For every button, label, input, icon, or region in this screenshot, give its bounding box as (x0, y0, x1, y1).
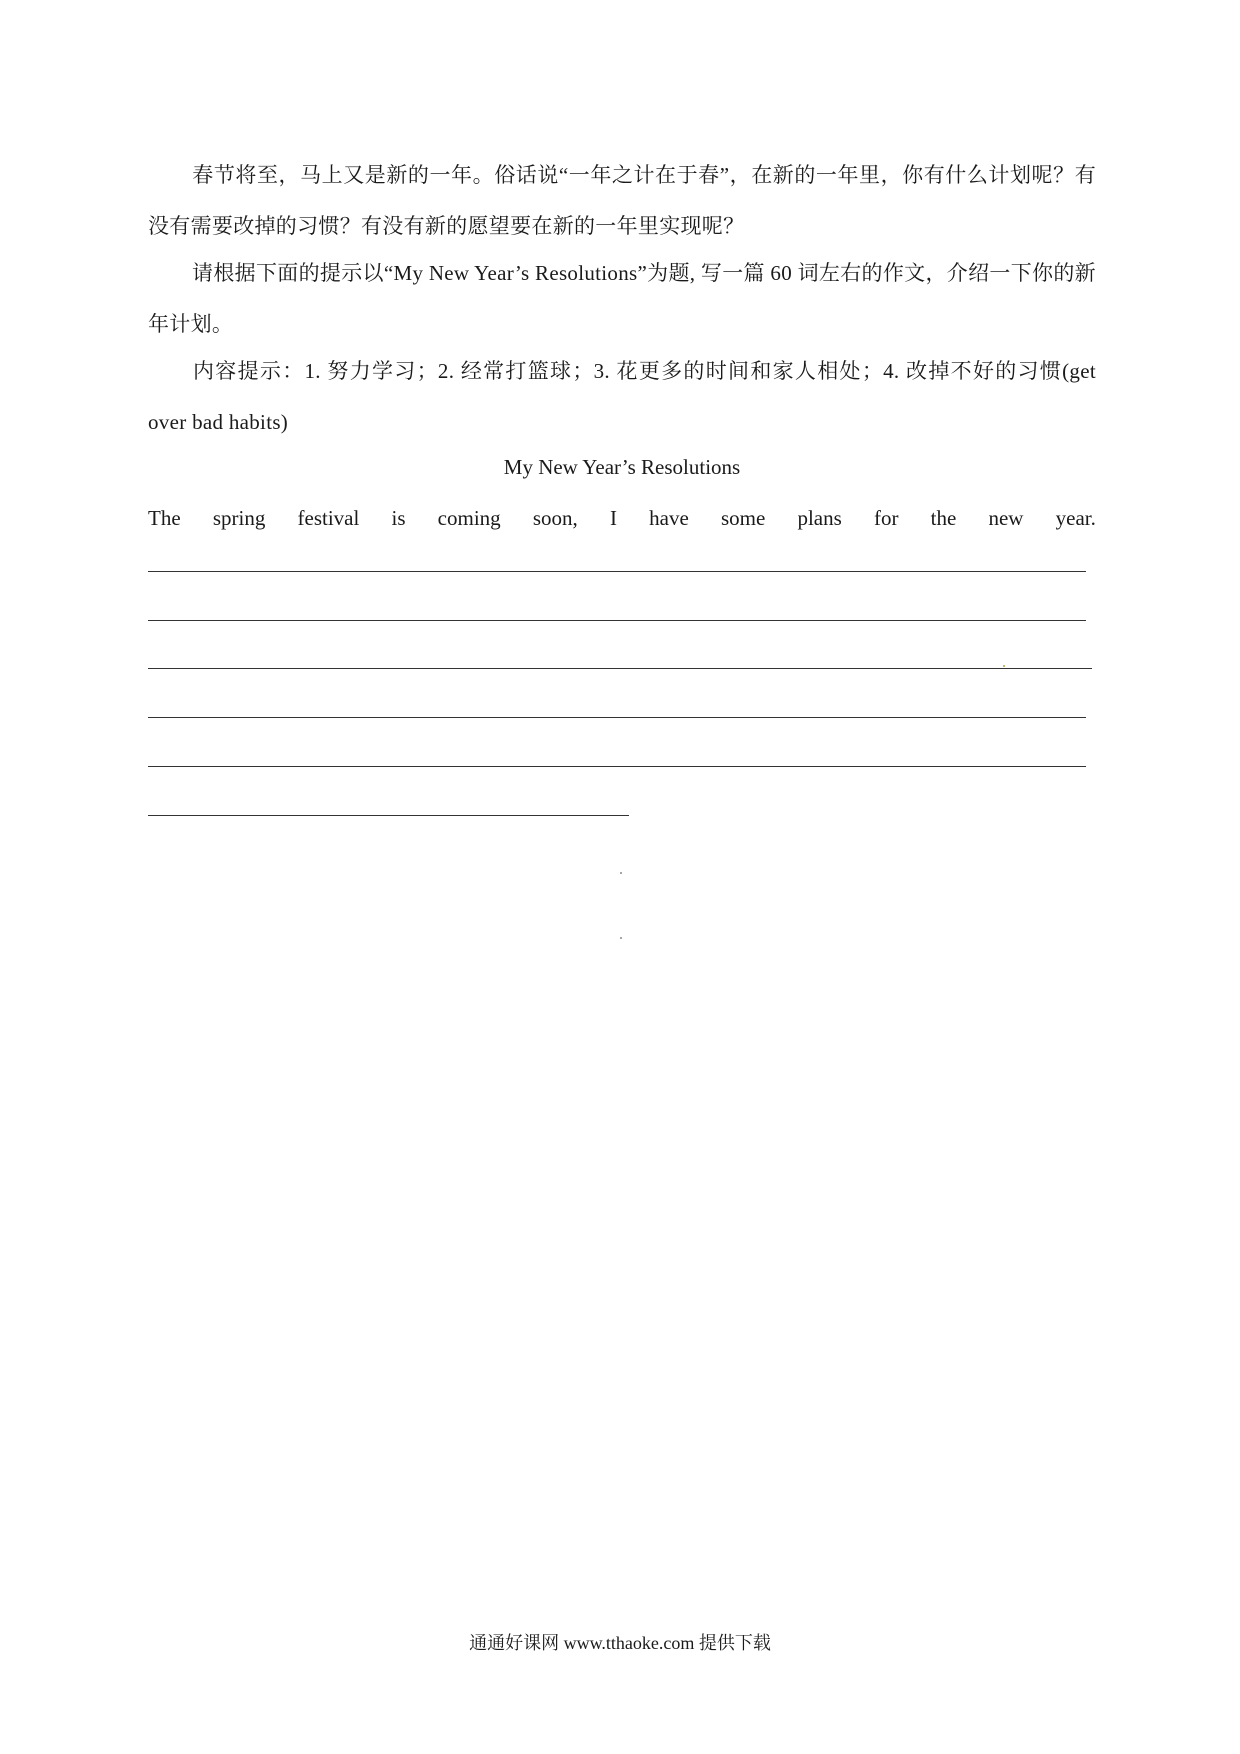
essay-starter-sentence (148, 493, 1096, 544)
writing-line[interactable] (148, 620, 1086, 621)
writing-line[interactable] (148, 766, 1086, 767)
writing-line[interactable] (148, 571, 1086, 572)
starter-word: spring (212, 506, 266, 530)
intro-paragraph (148, 150, 1096, 252)
essay-title: My New Year’s Resolutions (503, 455, 741, 479)
starter-word: the (930, 506, 957, 530)
instruction-text: 请根据下面的提示以“My New Year’s Resolutions”为题, 写一篇 60 词左右的作文，介绍一下你的新年计划。 (148, 261, 1096, 336)
scan-speck (620, 937, 622, 939)
writing-line[interactable] (148, 668, 1092, 669)
starter-word: plans (797, 506, 842, 530)
intro-text: 春节将至，马上又是新的一年。俗话说“一年之计在于春”，在新的一年里，你有什么计划呢？有没有需要改掉的习惯？有没有新的愿望要在新的一年里实现呢？ (148, 163, 1096, 238)
page-footer: 通通好课网 www.tthaoke.com 提供下载 (469, 1633, 771, 1653)
scan-speck (620, 872, 622, 874)
instruction-paragraph (148, 248, 1096, 350)
starter-word: I (609, 506, 617, 530)
starter-word: some (720, 506, 766, 530)
starter-word: have (649, 506, 689, 530)
starter-word: festival (297, 506, 360, 530)
hints-paragraph (148, 346, 1096, 448)
starter-word: The (148, 506, 181, 530)
starter-word: soon, (532, 506, 578, 530)
starter-word: year. (1055, 506, 1096, 530)
starter-word: coming (437, 506, 501, 530)
starter-word: for (873, 506, 899, 530)
scan-speck (1003, 665, 1005, 667)
hints-text: 内容提示：1. 努力学习；2. 经常打篮球；3. 花更多的时间和家人相处；4. 改掉不好的习惯(get over bad habits) (148, 359, 1096, 434)
writing-line[interactable] (148, 815, 629, 816)
starter-word: is (391, 506, 406, 530)
writing-line[interactable] (148, 717, 1086, 718)
starter-word: new (988, 506, 1024, 530)
